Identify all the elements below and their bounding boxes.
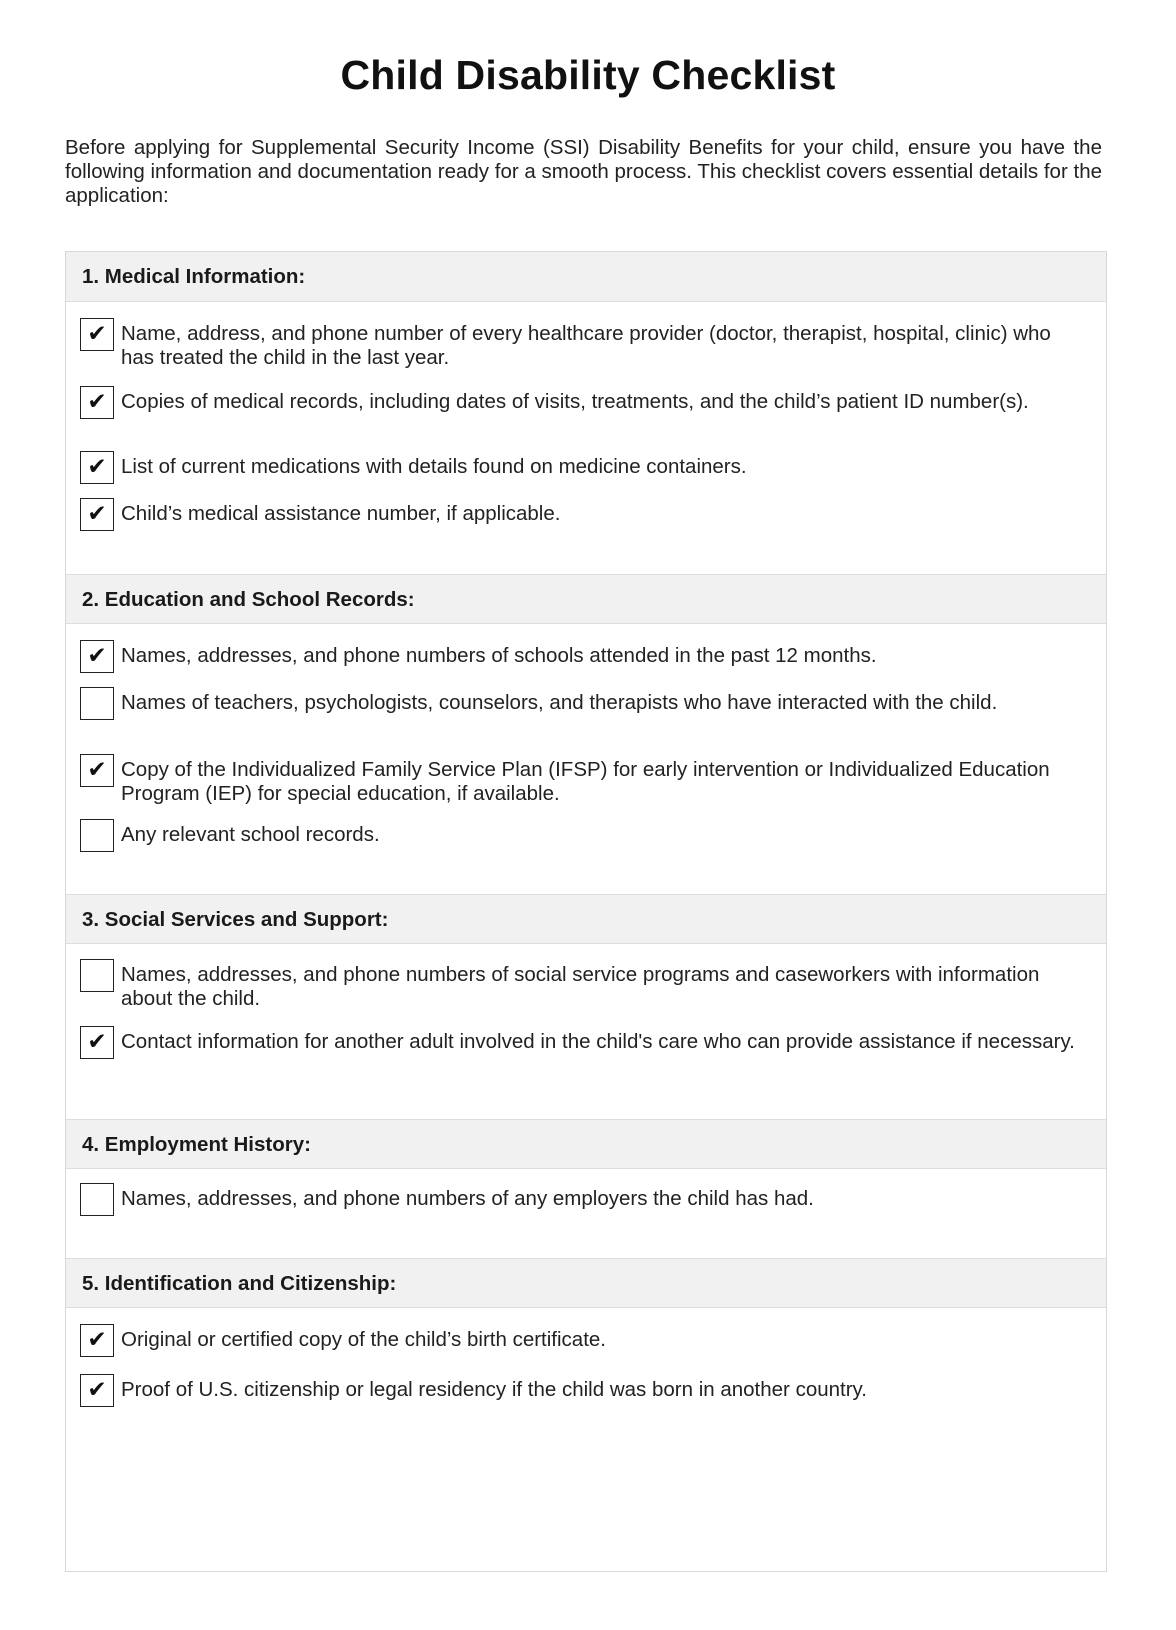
item-text: Names, addresses, and phone numbers of social service programs and caseworkers with information about the child. bbox=[121, 963, 1040, 1010]
checkbox[interactable]: ✔ bbox=[80, 640, 114, 673]
checkbox[interactable]: ✔ bbox=[80, 386, 114, 419]
page-title: Child Disability Checklist bbox=[340, 52, 836, 98]
item-text: Proof of U.S. citizenship or legal residency if the child was born in another country. bbox=[121, 1378, 867, 1401]
checkbox[interactable]: ✔ bbox=[80, 1374, 114, 1407]
item-text: List of current medications with details found on medicine containers. bbox=[121, 455, 747, 478]
checkbox[interactable]: ✔ bbox=[80, 498, 114, 531]
item-text: Contact information for another adult involved in the child's care who can provide assistance if necessary. bbox=[121, 1030, 1075, 1053]
section-header-social-services bbox=[66, 894, 1106, 944]
item-text: Child’s medical assistance number, if applicable. bbox=[121, 502, 561, 525]
checkbox[interactable] bbox=[80, 959, 114, 992]
intro-paragraph: Before applying for Supplemental Security Income (SSI) Disability Benefits for your child, ensure you have the following information and documentation ready for a smooth process. This checklist covers essential details for the application: bbox=[65, 136, 1102, 207]
section-title: 4. Employment History: bbox=[82, 1133, 311, 1156]
item-text: Name, address, and phone number of every healthcare provider (doctor, therapist, hospital, clinic) who has treated the child in the last year. bbox=[121, 322, 1051, 369]
checkbox[interactable]: ✔ bbox=[80, 1026, 114, 1059]
item-text: Copy of the Individualized Family Service Plan (IFSP) for early intervention or Individualized Education Program (IEP) for special education, if available. bbox=[121, 758, 1050, 805]
checkbox[interactable]: ✔ bbox=[80, 451, 114, 484]
checklist-container bbox=[65, 251, 1107, 1572]
item-text: Original or certified copy of the child’s birth certificate. bbox=[121, 1328, 607, 1351]
checkbox[interactable] bbox=[80, 687, 114, 720]
section-title: 3. Social Services and Support: bbox=[82, 908, 389, 931]
checkbox[interactable] bbox=[80, 1183, 114, 1216]
item-text: Any relevant school records. bbox=[121, 823, 380, 846]
section-header-education bbox=[66, 574, 1106, 624]
item-text: Names, addresses, and phone numbers of schools attended in the past 12 months. bbox=[121, 644, 877, 667]
item-text: Names of teachers, psychologists, counselors, and therapists who have interacted with the child. bbox=[121, 691, 998, 714]
section-header-employment bbox=[66, 1119, 1106, 1169]
checkbox[interactable]: ✔ bbox=[80, 754, 114, 787]
checkbox[interactable]: ✔ bbox=[80, 1324, 114, 1357]
checkbox[interactable]: ✔ bbox=[80, 318, 114, 351]
section-title: 5. Identification and Citizenship: bbox=[82, 1272, 397, 1295]
section-title: 1. Medical Information: bbox=[82, 265, 306, 288]
item-text: Names, addresses, and phone numbers of any employers the child has had. bbox=[121, 1187, 814, 1210]
checkbox[interactable] bbox=[80, 819, 114, 852]
section-title: 2. Education and School Records: bbox=[82, 588, 415, 611]
section-header-medical bbox=[66, 252, 1106, 302]
item-text: Copies of medical records, including dates of visits, treatments, and the child’s patient ID number(s). bbox=[121, 390, 1029, 413]
section-header-identification bbox=[66, 1258, 1106, 1308]
